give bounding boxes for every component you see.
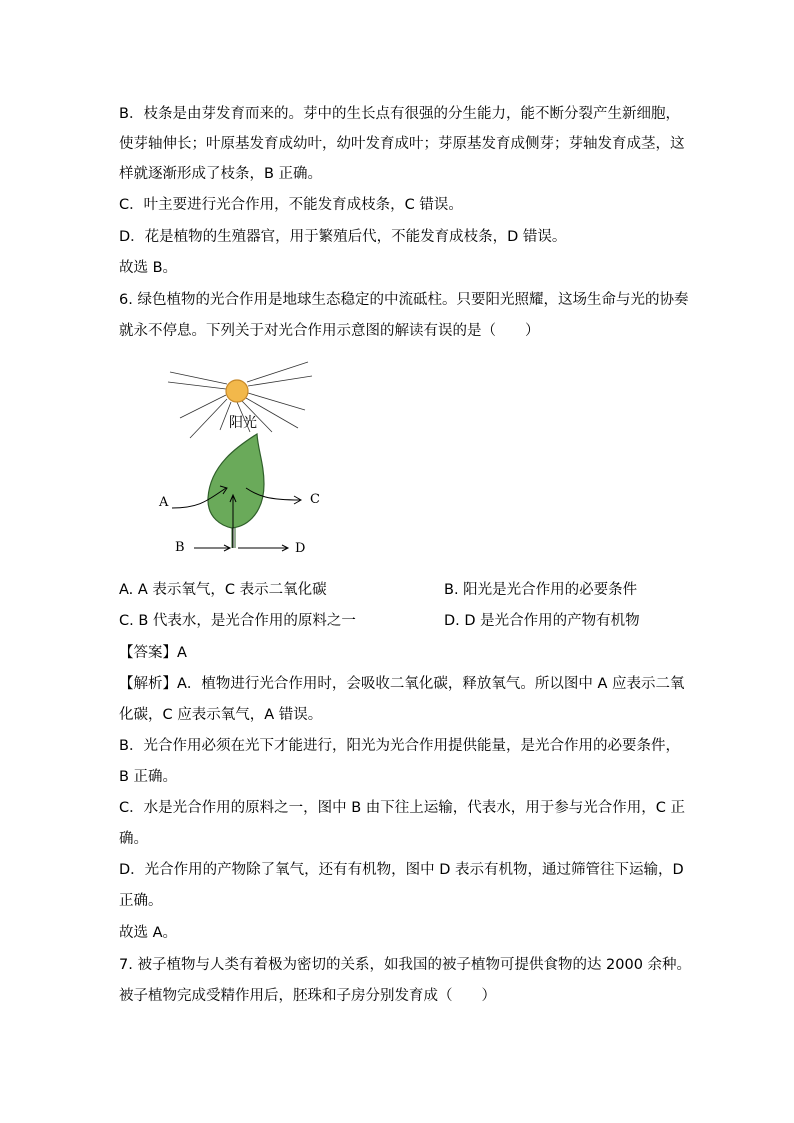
label-d: D [295,541,306,556]
leaf-icon [208,434,264,528]
text-line: 使芽轴伸长；叶原基发育成幼叶，幼叶发育成叶；芽原基发育成侧芽；芽轴发育成茎，这 [119,136,685,152]
text-line: 故选 B。 [119,260,178,276]
analysis-line: 确。 [119,831,148,847]
label-c: C [310,492,320,507]
text-line: C．叶主要进行光合作用，不能发育成枝条，C 错误。 [119,197,463,213]
question-7-line: 被子植物完成受精作用后，胚珠和子房分别发育成（ ） [119,988,496,1004]
analysis-line: 正确。 [119,893,163,909]
option-b: B. 阳光是光合作用的必要条件 [444,582,638,598]
label-a: A [159,495,169,510]
option-a: A. A 表示氧气，C 表示二氧化碳 [119,582,327,598]
analysis-line: B 正确。 [119,769,178,785]
text-line: B．枝条是由芽发育而来的。芽中的生长点有很强的分生能力，能不断分裂产生新细胞， [119,106,680,122]
analysis-line: C．水是光合作用的原料之一，图中 B 由下往上运输，代表水，用于参与光合作用，C 正 [119,800,686,816]
option-d: D. D 是光合作用的产物有机物 [444,613,640,629]
answer-line: 【答案】A [119,645,187,661]
analysis-line: D．光合作用的产物除了氧气，还有有机物，图中 D 表示有机物，通过筛管往下运输，D [119,862,684,878]
option-c: C. B 代表水，是光合作用的原料之一 [119,613,356,629]
arrow-b-d [194,545,288,551]
analysis-line: B．光合作用必须在光下才能进行，阳光为光合作用提供能量，是光合作用的必要条件， [119,738,680,754]
label-b: B [175,540,185,555]
analysis-line: 化碳，C 应表示氧气，A 错误。 [119,707,323,723]
question-7-line: 7. 被子植物与人类有着极为密切的关系，如我国的被子植物可提供食物的达 2000 余种。 [119,957,692,973]
sun-label: 阳光 [229,415,257,431]
sun-icon [226,380,248,402]
question-6-line: 6. 绿色植物的光合作用是地球生态稳定的中流砥柱。只要阳光照耀，这场生命与光的协奏 [119,292,689,308]
text-line: 样就逐渐形成了枝条，B 正确。 [119,166,323,182]
text-line: D．花是植物的生殖器官，用于繁殖后代，不能发育成枝条，D 错误。 [119,229,567,245]
analysis-line: 故选 A。 [119,925,178,941]
photosynthesis-diagram [150,360,350,570]
analysis-line: 【解析】A．植物进行光合作用时，会吸收二氧化碳，释放氧气。所以图中 A 应表示二氧 [119,676,685,692]
diagram-svg [150,360,350,570]
question-6-line: 就永不停息。下列关于对光合作用示意图的解读有误的是（ ） [119,323,540,339]
